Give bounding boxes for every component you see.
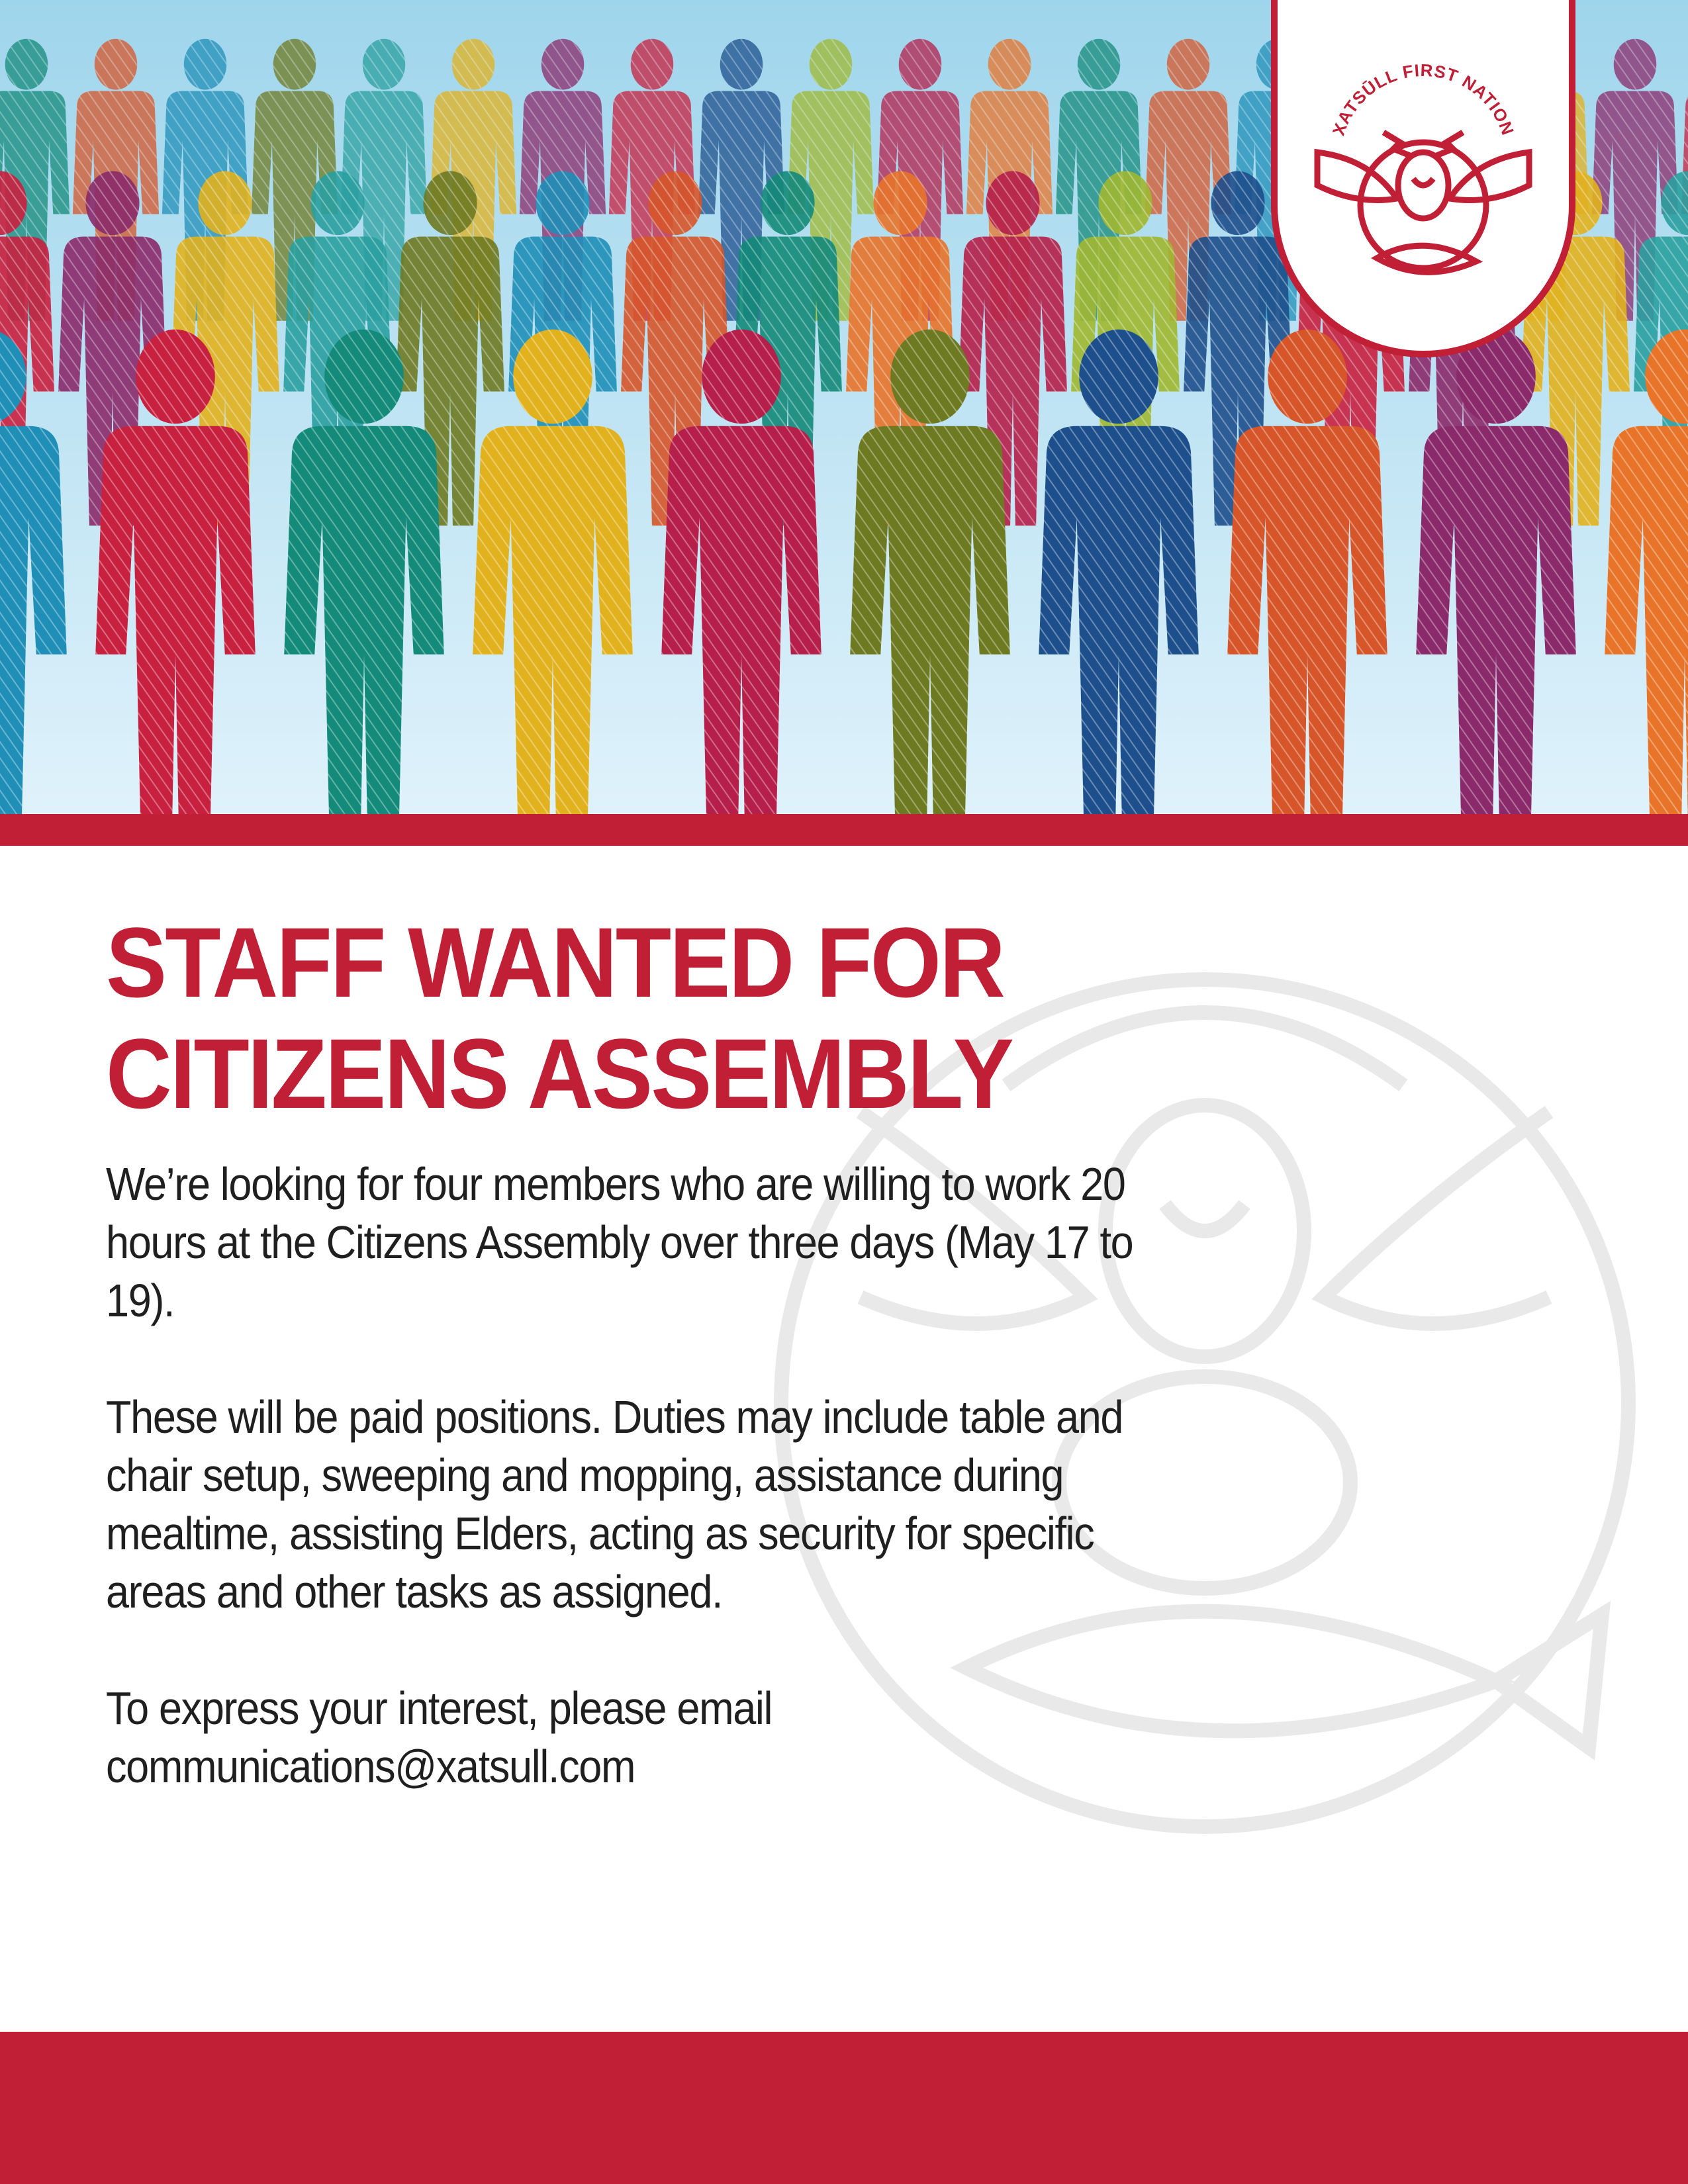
page-title [106,907,1202,1129]
duties-paragraph: These will be paid positions. Duties may include table and chair setup, sweeping and mopping, assistance during mealtime, assisting Elders, acting as security for specific areas and other tasks as assigned. [106,1391,1123,1617]
logo-badge [1271,0,1575,357]
logo-text: XATSŪLL FIRST NATION [1328,60,1519,138]
contact-paragraph [106,1679,1143,1796]
contact-prefix: To express your interest, please email [106,1682,773,1734]
eagle-salmon-crest-icon [1278,0,1569,357]
intro-paragraph: We’re looking for four members who are willing to work 20 hours at the Citizens Assembly over three days (May 17 to 19). [106,1158,1133,1326]
svg-text:XATSŪLL FIRST NATION [1329,60,1519,138]
body-copy [106,1155,1143,1796]
title-line-1: STAFF WANTED FOR [106,907,1004,1018]
contact-email-link[interactable]: communications@xatsull.com [106,1741,635,1792]
title-line-2: CITIZENS ASSEMBLY [106,1018,1013,1129]
footer-bar [0,2032,1688,2184]
